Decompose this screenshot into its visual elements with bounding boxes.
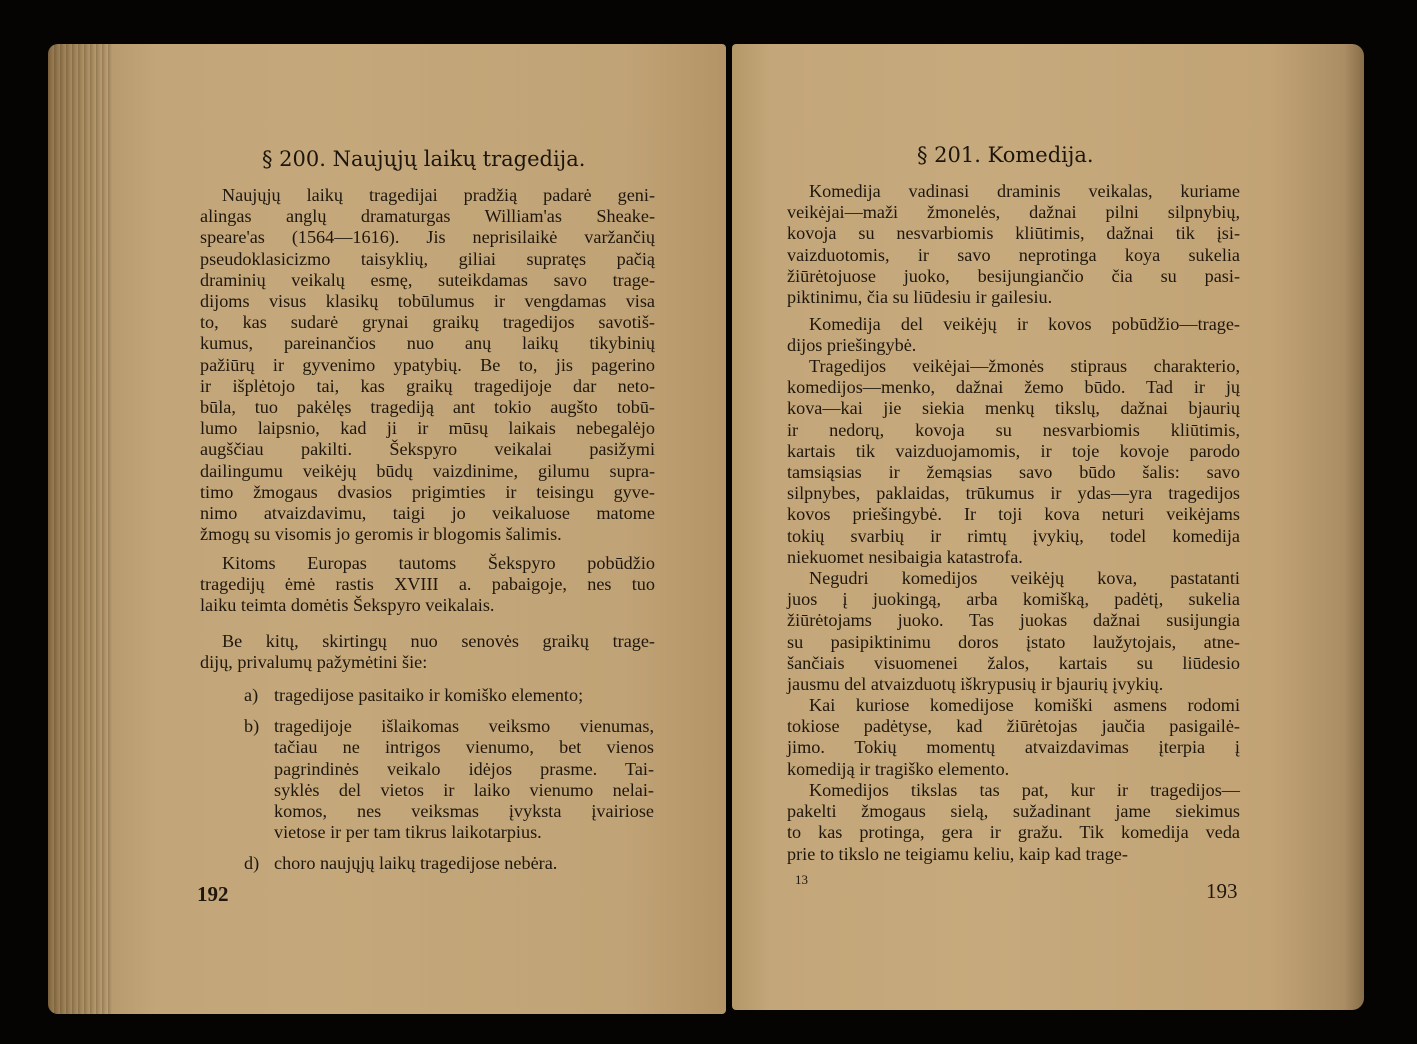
text-line: tačiau ne intrigos vienumo, bet vienos <box>274 737 654 758</box>
page-number-left: 192 <box>197 882 229 906</box>
list-item <box>244 853 654 874</box>
list-item <box>244 685 654 706</box>
text-line: Naujųjų laikų tragedijai pradžią padarė geni- <box>222 185 655 205</box>
text-line: Komedija vadinasi draminis veikalas, kuriame <box>809 181 1240 201</box>
list-item-label: d) <box>244 853 260 874</box>
text-line: jimo. Tokių momentų atvaizdavimas įterpia į <box>787 737 1240 758</box>
text-line: Kitoms Europas tautoms Šekspyro pobūdžio <box>222 553 655 573</box>
text-line: piktinimu, čia su liūdesiu ir gailesiu. <box>787 287 1053 308</box>
signature-mark: 13 <box>795 872 808 887</box>
list-item-label: a) <box>244 685 259 705</box>
text-line: ir išplėtojo tai, kas graikų tragedijoje dar neto- <box>200 375 655 396</box>
text-line: kovos priešingybė. Ir toji kova neturi veikėjams <box>787 504 1240 525</box>
text-line: būla, tuo pakėlęs tragediją ant tokio augšto tobū- <box>200 397 655 418</box>
text-line: lumo laipsnio, kad ji ir mūsų laikais nebegalėjo <box>200 418 655 439</box>
text-line: veikėjai—maži žmonelės, dažnai pilni silpnybių, <box>787 202 1240 223</box>
left-paragraph <box>200 631 655 673</box>
text-line: dijos priešingybė. <box>787 335 917 356</box>
text-line: laiku teimta domėtis Šekspyro veikalais. <box>200 595 495 616</box>
text-line: tokių svarbių ir rimtų įvykių, todel komedija <box>787 525 1240 546</box>
text-line: vietose ir per tam tikrus laikotarpius. <box>274 822 542 843</box>
text-line: tragedijoje išlaikomas veiksmo vienumas, <box>274 716 654 737</box>
right-paragraph <box>787 181 1240 308</box>
text-line: vaizduotomis, ir savo neprotinga koya sukelia <box>787 244 1240 265</box>
left-paragraph <box>200 185 655 545</box>
text-line: Tragedijos veikėjai—žmonės stipraus charakterio, <box>809 356 1240 376</box>
text-line: komos, nes veiksmas įvyksta įvairiose <box>274 801 654 822</box>
text-line: syklės del vietos ir laiko vienumo nelai- <box>274 779 654 800</box>
right-paragraph <box>787 356 1240 568</box>
left-section-heading: § 200. Naujųjų laikų tragedija. <box>262 147 586 171</box>
text-line: to, kas sudarė grynai graikų tragedijos savotiš- <box>200 312 655 333</box>
text-line: silpnybes, paklaidas, trūkumus ir ydas—yra tragedijos <box>787 483 1240 504</box>
right-paragraph <box>787 780 1240 865</box>
text-line: šančiais visuomenei žalos, kartais su liūdesio <box>787 652 1240 673</box>
text-line: draminių veikalų esmę, suteikdamas savo trage- <box>200 269 655 290</box>
text-line: juos į juokingą, arba komišką, padėtį, sukelia <box>787 589 1240 610</box>
text-line: pagrindinės veikalo idėjos prasme. Tai- <box>274 758 654 779</box>
text-line: augščiau pakilti. Šekspyro veikalai pasižymi <box>200 439 655 460</box>
text-line: to kas protinga, gera ir gražu. Tik komedija veda <box>787 822 1240 843</box>
text-line: tamsiąsias ir žemąsias savo būdo šalis: savo <box>787 462 1240 483</box>
text-line: alingas anglų dramaturgas William'as Sheake- <box>200 206 655 227</box>
text-line: kartais tik vaizduojamomis, ir toje kovoje parodo <box>787 440 1240 461</box>
text-line: Komedija del veikėjų ir kovos pobūdžio—trage- <box>809 314 1240 334</box>
text-line: niekuomet nesibaigia katastrofa. <box>787 546 1023 567</box>
text-line: ir nedorų, kovoja su nesvarbiomis kliūtimis, <box>787 419 1240 440</box>
right-section-heading: § 201. Komedija. <box>917 143 1094 167</box>
text-line: choro naujųjų laikų tragedijose nebėra. <box>274 853 558 874</box>
right-paragraph <box>787 314 1240 356</box>
text-line: su pasipiktinimu doros įstato laužytojais, atne- <box>787 631 1240 652</box>
text-line: tragedijų ėmė rastis XVIII a. pabaigoje, nes tuo <box>200 574 655 595</box>
text-line: žiūrėtojams juoko. Tas juokas dažnai susijungia <box>787 610 1240 631</box>
text-line: pseudoklasicizmo taisyklių, giliai supratęs pačią <box>200 248 655 269</box>
text-line: dailingumu veikėjų būdų vaizdinime, gilumu supra- <box>200 460 655 481</box>
text-line: timo žmogaus dvasios prigimties ir teisingu gyve- <box>200 481 655 502</box>
text-line: Be kitų, skirtingų nuo senovės graikų trage- <box>222 631 655 651</box>
text-line: kova—kai jie siekia menkų tikslų, dažnai bjaurių <box>787 398 1240 419</box>
text-line: Kai kuriose komedijose komiški asmens rodomi <box>809 695 1240 715</box>
left-paragraph <box>200 553 655 617</box>
text-line: komediją ir tragiško elemento. <box>787 758 1010 779</box>
text-line: komedijos—menko, dažnai žemo būdo. Tad ir jų <box>787 377 1240 398</box>
text-line: žmogų su visomis jo geromis ir blogomis šalimis. <box>200 524 562 545</box>
text-line: pakelti žmogaus sielą, sužadinant jame siekimus <box>787 801 1240 822</box>
text-line: pažiūrų ir gyvenimo ypatybių. Be to, jis pagerino <box>200 354 655 375</box>
text-line: žiūrėtojuose juoko, besijungiančio čia su pasi- <box>787 265 1240 286</box>
text-line: dijoms visus klasikų tobūlumus ir vengdamas visa <box>200 291 655 312</box>
right-paragraph <box>787 695 1240 780</box>
list-item-label: b) <box>244 716 260 737</box>
text-line: nimo atvaizdavimu, taigi jo veikaluose matome <box>200 503 655 524</box>
text-line: Komedijos tikslas tas pat, kur ir tragedijos— <box>809 780 1240 800</box>
text-line: kumus, pareinančios nuo anų laikų tikybinių <box>200 333 655 354</box>
text-line: speare'as (1564—1616). Jis neprisilaikė varžančių <box>200 227 655 248</box>
text-line: Negudri komedijos veikėjų kova, pastatanti <box>809 568 1240 588</box>
text-line: tokiose padėtyse, kad žiūrėtojas jaučia pasigailė- <box>787 716 1240 737</box>
left-list <box>244 685 654 875</box>
text-line: dijų, privalumų pažymėtini šie: <box>200 652 428 673</box>
page-number-right: 193 <box>1206 879 1238 903</box>
list-item <box>244 716 654 843</box>
text-line: kovoja su nesvarbiomis kliūtimis, dažnai tik įsi- <box>787 223 1240 244</box>
text-line: jausmu del atvaizduotų iškrypusių ir bjaurių įvykių. <box>787 674 1164 695</box>
right-paragraph <box>787 568 1240 695</box>
text-line: prie to tikslo ne teigiamu keliu, kaip kad trage- <box>787 843 1128 864</box>
text-line: tragedijose pasitaiko ir komiško elemento; <box>274 685 584 705</box>
